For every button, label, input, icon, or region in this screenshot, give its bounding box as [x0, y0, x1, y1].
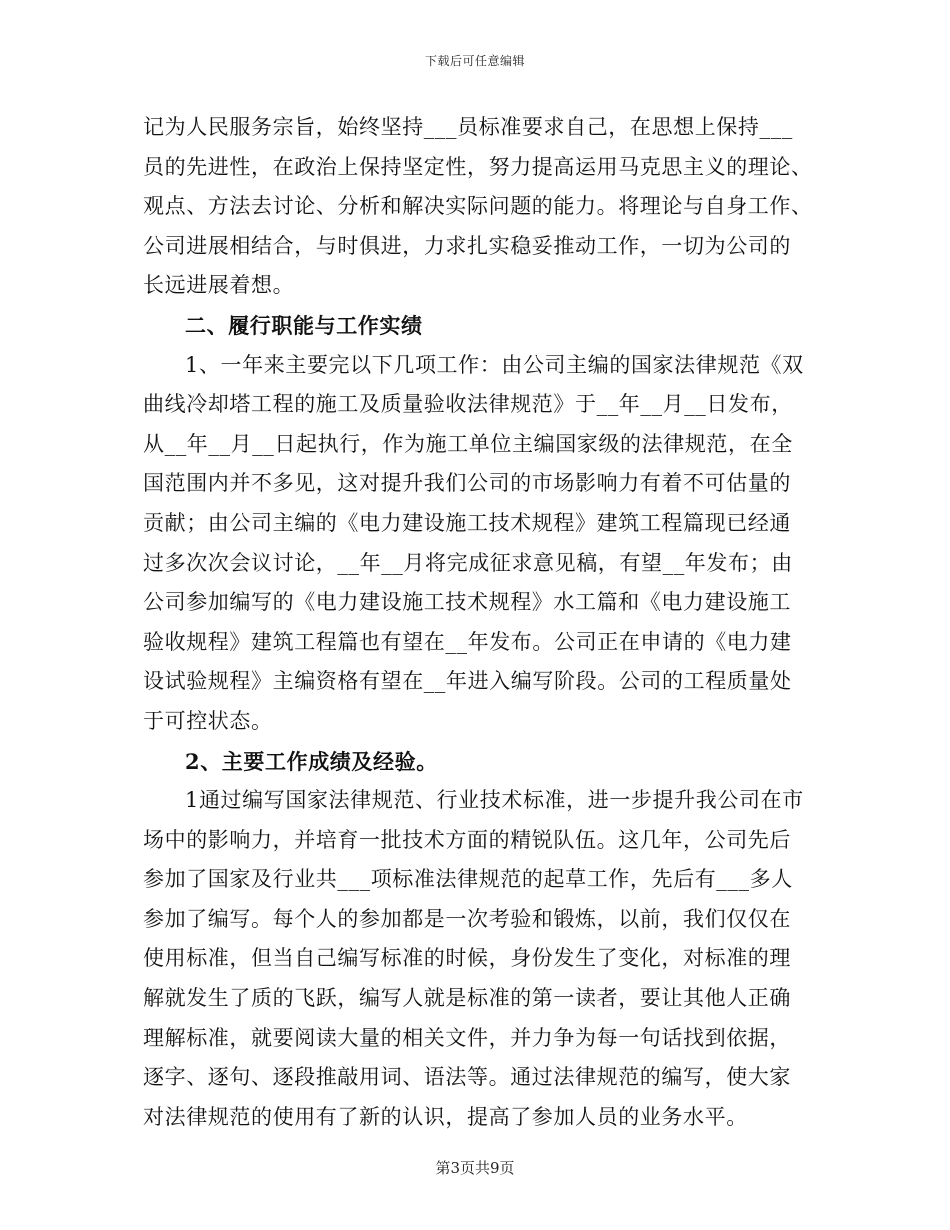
paragraph-line: 员的先进性，在政治上保持坚定性，努力提高运用马克思主义的理论、 — [143, 154, 813, 179]
paragraph-line: 理解标准，就要阅读大量的相关文件，并力争为每一句话找到依据， — [143, 1025, 791, 1050]
page-number: 第3页共9页 — [435, 1159, 515, 1177]
paragraph-line: 国范围内并不多见，这对提升我们公司的市场影响力有着不可估量的 — [143, 471, 791, 496]
paragraph-line: 贡献；由公司主编的《电力建设施工技术规程》建筑工程篇现已经通 — [143, 510, 791, 535]
paragraph-line: 过多次次会议讨论，__年__月将完成征求意见稿，有望__年发布；由 — [143, 550, 793, 575]
document-body — [143, 108, 813, 1137]
paragraph-line: 1、一年来主要完以下几项工作：由公司主编的国家法律规范《双 — [185, 352, 804, 377]
paragraph-line: 解就发生了质的飞跃，编写人就是标准的第一读者，要让其他人正确 — [143, 986, 791, 1011]
paragraph-line: 从__年__月__日起执行，作为施工单位主编国家级的法律规范，在全 — [143, 431, 793, 456]
paragraph-line: 参加了编写。每个人的参加都是一次考验和锻炼，以前，我们仅仅在 — [143, 906, 791, 931]
page-header: 下载后可任意编辑 — [424, 54, 525, 68]
paragraph-line: 公司进展相结合，与时俱进，力求扎实稳妥推动工作，一切为公司的 — [143, 233, 791, 258]
section-heading: 二、履行职能与工作实绩 — [185, 312, 423, 338]
paragraph-line: 使用标准，但当自己编写标准的时候，身份发生了变化，对标准的理 — [143, 946, 791, 971]
paragraph-line: 曲线冷却塔工程的施工及质量验收法律规范》于__年__月__日发布， — [143, 392, 793, 417]
paragraph-line: 设试验规程》主编资格有望在__年进入编写阶段。公司的工程质量处 — [143, 669, 792, 694]
paragraph-line: 观点、方法去讨论、分析和解决实际问题的能力。将理论与自身工作、 — [143, 194, 813, 219]
paragraph-line: 对法律规范的使用有了新的认识，提高了参加人员的业务水平。 — [143, 1104, 748, 1129]
paragraph-line: 场中的影响力，并培育一批技术方面的精锐队伍。这几年，公司先后 — [143, 827, 791, 852]
paragraph-line: 于可控状态。 — [143, 708, 273, 733]
paragraph-line: 1通过编写国家法律规范、行业技术标准，进一步提升我公司在市 — [185, 788, 804, 813]
paragraph-line: 验收规程》建筑工程篇也有望在__年发布。公司正在申请的《电力建 — [143, 629, 792, 654]
paragraph-line: 记为人民服务宗旨，始终坚持___员标准要求自己，在思想上保持___ — [143, 115, 793, 139]
paragraph-line: 长远进展着想。 — [143, 273, 295, 298]
paragraph-line: 公司参加编写的《电力建设施工技术规程》水工篇和《电力建设施工 — [143, 590, 791, 615]
subsection-heading: 2、主要工作成绩及经验。 — [185, 748, 438, 774]
paragraph-line: 参加了国家及行业共___项标准法律规范的起草工作，先后有___多人 — [143, 867, 793, 892]
paragraph-line: 逐字、逐句、逐段推敲用词、语法等。通过法律规范的编写，使大家 — [143, 1065, 791, 1090]
